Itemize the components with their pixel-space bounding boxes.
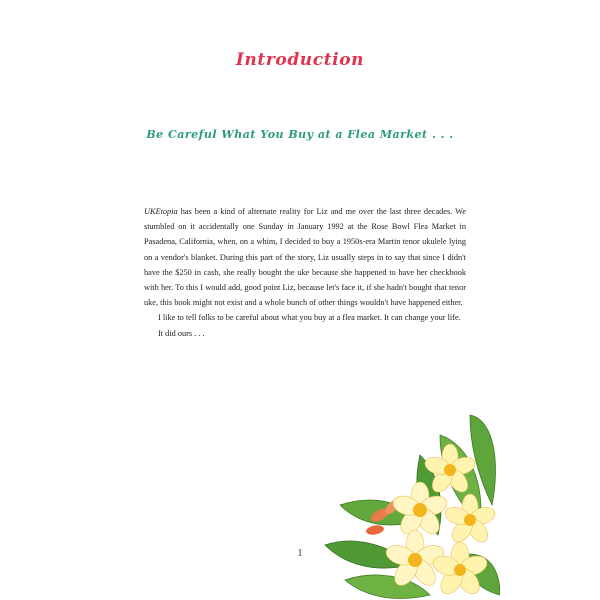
plumeria-flowers-illustration: [320, 395, 500, 600]
paragraph-1: [144, 204, 466, 310]
page-number: 1: [297, 548, 303, 559]
body-text: [144, 204, 466, 341]
chapter-subtitle: Be Careful What You Buy at a Flea Market . . .: [146, 128, 454, 141]
paragraph-2: I like to tell folks to be careful about what you buy at a flea market. It can change your life.: [158, 313, 461, 323]
bud: [365, 524, 384, 536]
flower: [443, 494, 497, 546]
book-name: UKEtopia: [144, 207, 178, 216]
paragraph-3: It did ours . . .: [158, 328, 205, 338]
chapter-title: Introduction: [235, 50, 365, 70]
paragraph-1-text: has been a kind of alternate reality for Liz and me over the last three decades. We stumbled on it accidentally one Sunday in January 1992 at the Rose Bowl Flea Market in Pasadena, California, when, on a whim, I decided to buy a 1950s-era Martin tenor ukulele lying on a vendor's blanket. During this part of the story, Liz usually steps in to say that since I didn't have the $250 in cash, she really bought the uke because she happened to have her checkbook with her. To this I would add, good point Liz, because let's face it, if she hadn't bought that tenor uke, this book might not exist and a whole bunch of other things wouldn't have happened either.: [144, 207, 466, 308]
